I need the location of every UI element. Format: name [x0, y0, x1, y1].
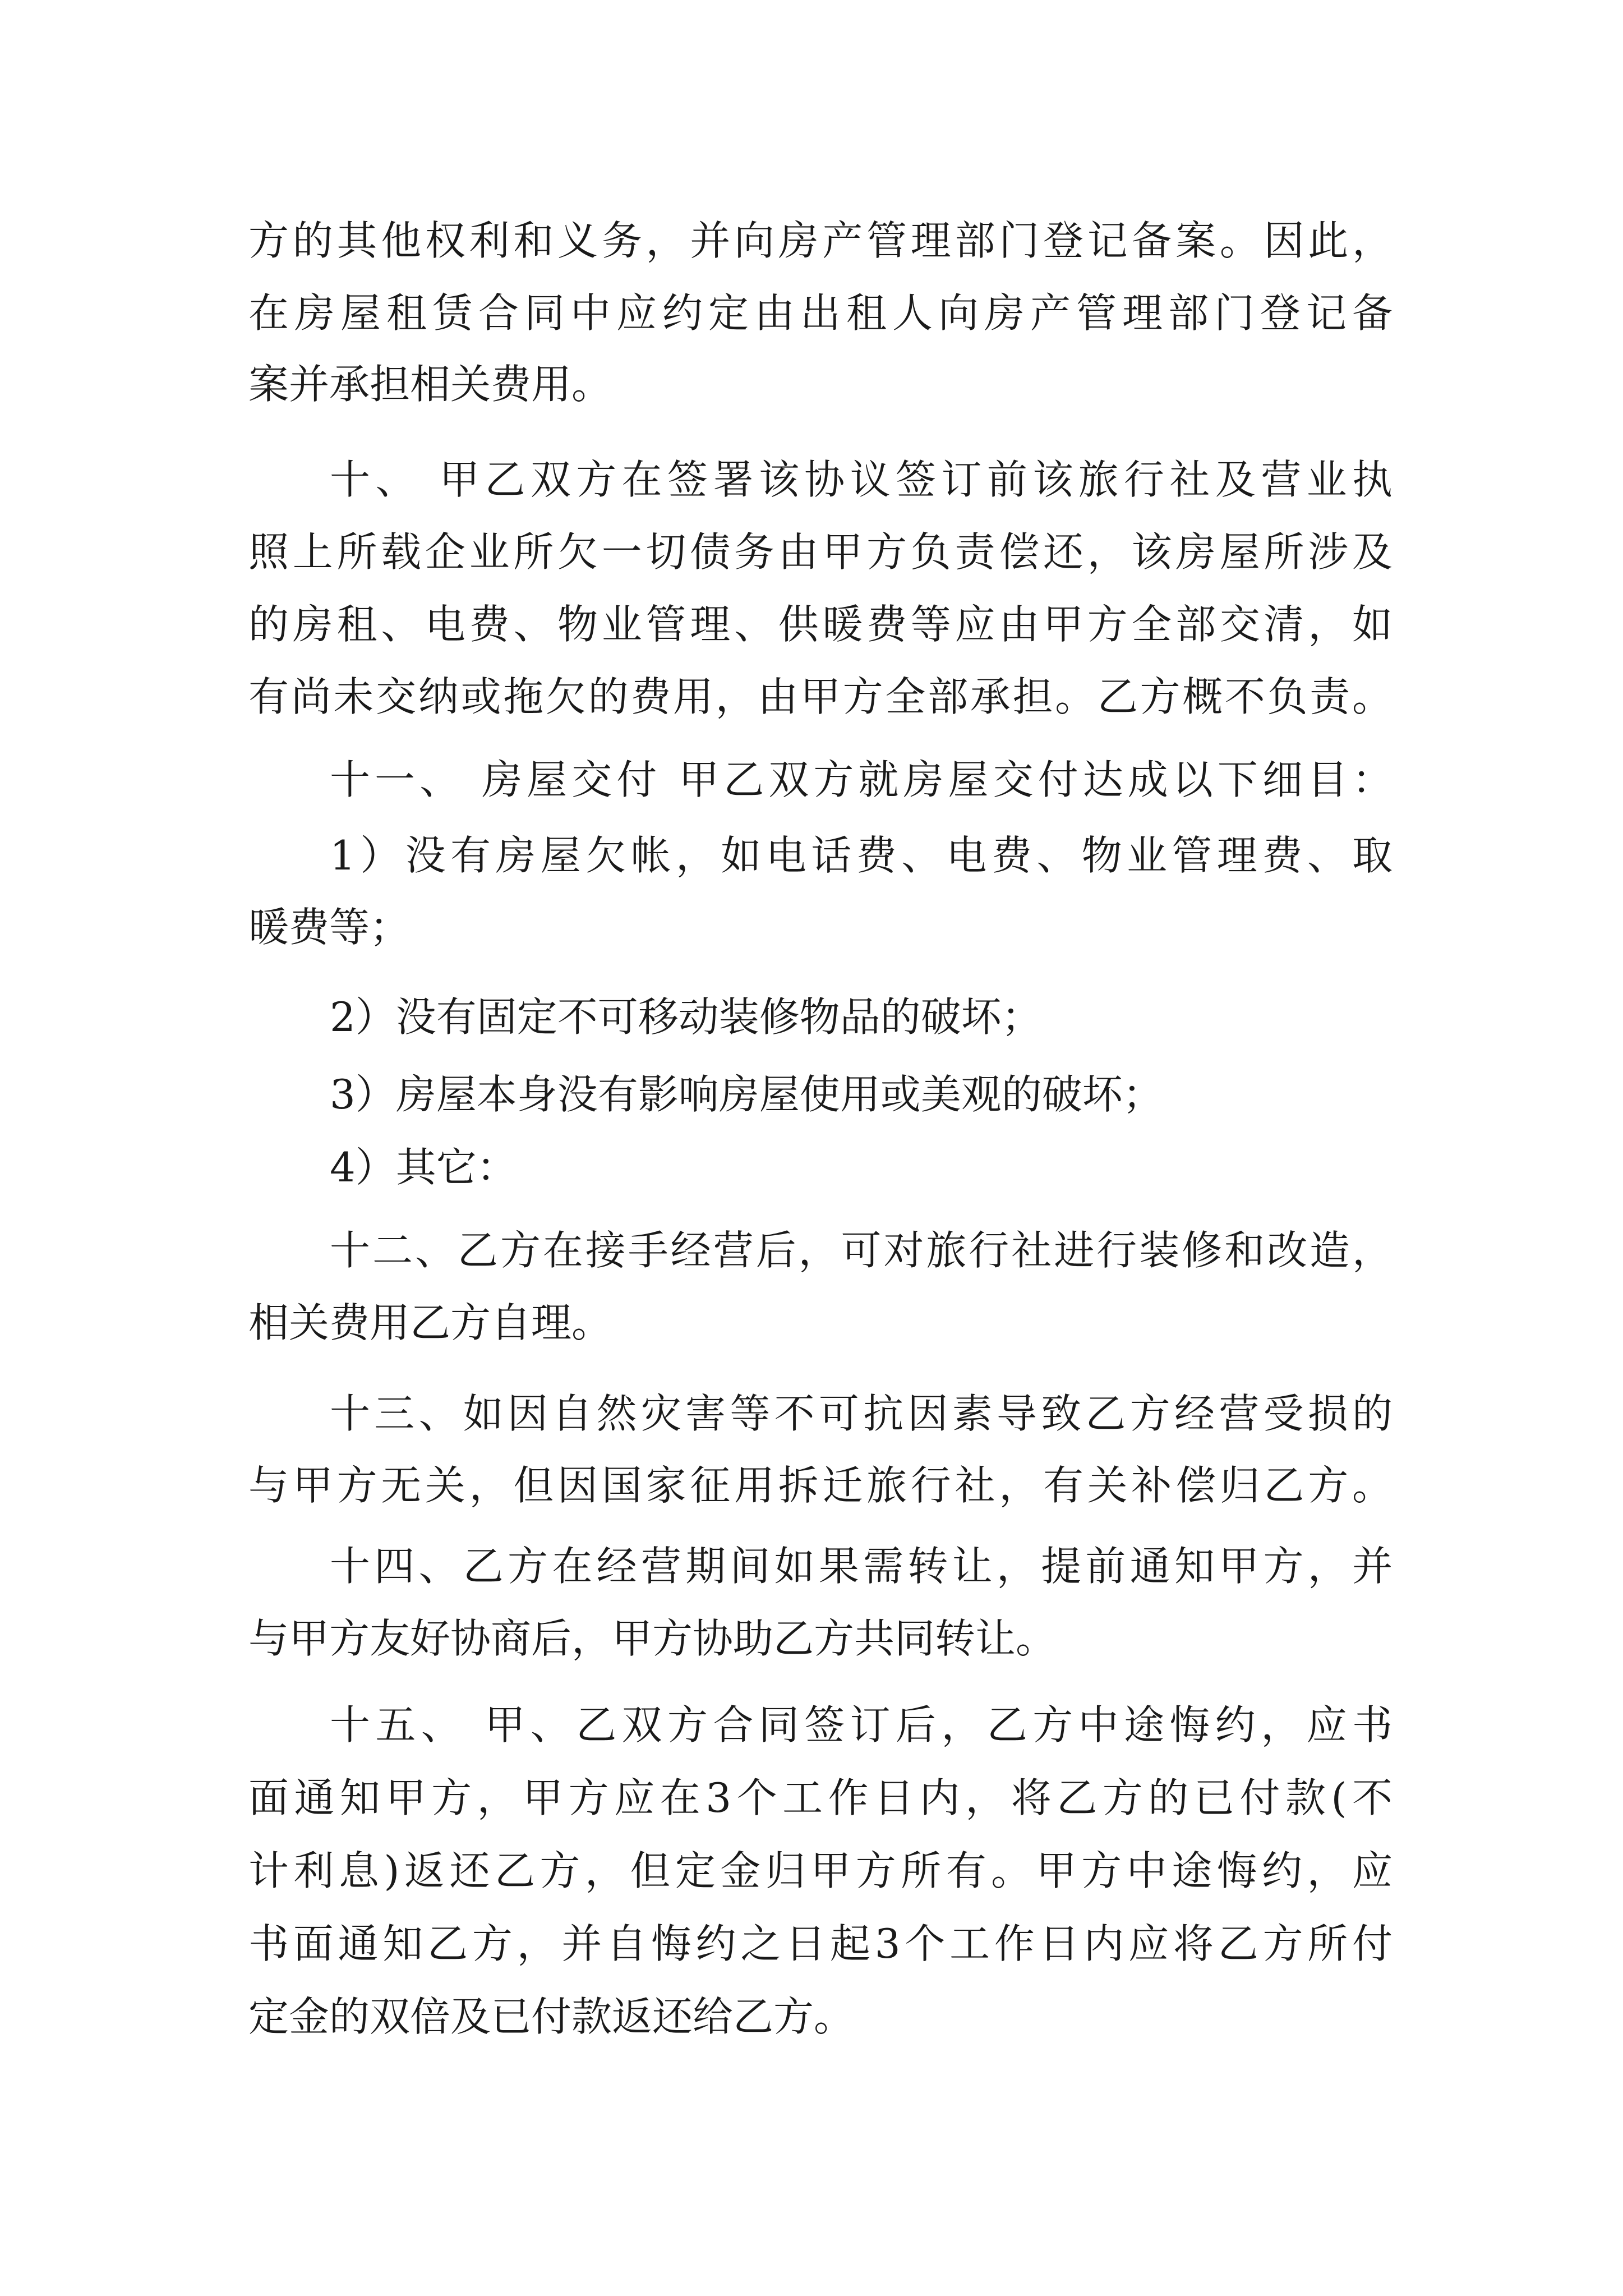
text-line-11: 2）没有固定不可移动装修物品的破坏；: [330, 993, 1042, 1041]
text-line-15: 相关费用乙方自理。: [248, 1299, 612, 1346]
text-line-14: 十二、乙方在接手经营后，可对旅行社进行装修和改造，: [330, 1227, 1393, 1274]
text-line-18: 十四、乙方在经营期间如果需转让，提前通知甲方，并: [330, 1543, 1393, 1590]
text-line-8: 十一、 房屋交付 甲乙双方就房屋交付达成以下细目：: [330, 756, 1393, 803]
text-line-16: 十三、如因自然灾害等不可抗因素导致乙方经营受损的: [330, 1390, 1393, 1437]
text-line-4: 十、 甲乙双方在签署该协议签订前该旅行社及营业执: [330, 456, 1393, 503]
text-line-12: 3）房屋本身没有影响房屋使用或美观的破坏；: [330, 1071, 1163, 1118]
text-line-5: 照上所载企业所欠一切债务由甲方负责偿还，该房屋所涉及: [248, 528, 1393, 576]
text-line-9: 1）没有房屋欠帐，如电话费、电费、物业管理费、取: [330, 832, 1393, 879]
text-line-10: 暖费等；: [248, 904, 411, 951]
text-line-24: 定金的双倍及已付款返还给乙方。: [248, 1993, 855, 2040]
text-line-3: 案并承担相关费用。: [248, 361, 612, 408]
text-line-21: 面通知甲方，甲方应在3个工作日内，将乙方的已付款(不: [248, 1774, 1393, 1821]
text-line-2: 在房屋租赁合同中应约定由出租人向房产管理部门登记备: [248, 289, 1393, 337]
text-line-7: 有尚未交纳或拖欠的费用，由甲方全部承担。乙方概不负责。: [248, 673, 1393, 720]
text-line-22: 计利息)返还乙方，但定金归甲方所有。甲方中途悔约，应: [248, 1847, 1393, 1894]
text-line-13: 4）其它：: [330, 1144, 517, 1191]
text-line-1: 方的其他权利和义务，并向房产管理部门登记备案。因此，: [248, 217, 1393, 264]
text-line-19: 与甲方友好协商后，甲方协助乙方共同转让。: [248, 1615, 1057, 1662]
text-line-23: 书面通知乙方，并自悔约之日起3个工作日内应将乙方所付: [248, 1920, 1393, 1967]
text-line-6: 的房租、电费、物业管理、供暖费等应由甲方全部交清，如: [248, 601, 1393, 648]
text-line-20: 十五、 甲、乙双方合同签订后，乙方中途悔约，应书: [330, 1701, 1393, 1749]
text-line-17: 与甲方无关，但因国家征用拆迁旅行社，有关补偿归乙方。: [248, 1462, 1393, 1509]
